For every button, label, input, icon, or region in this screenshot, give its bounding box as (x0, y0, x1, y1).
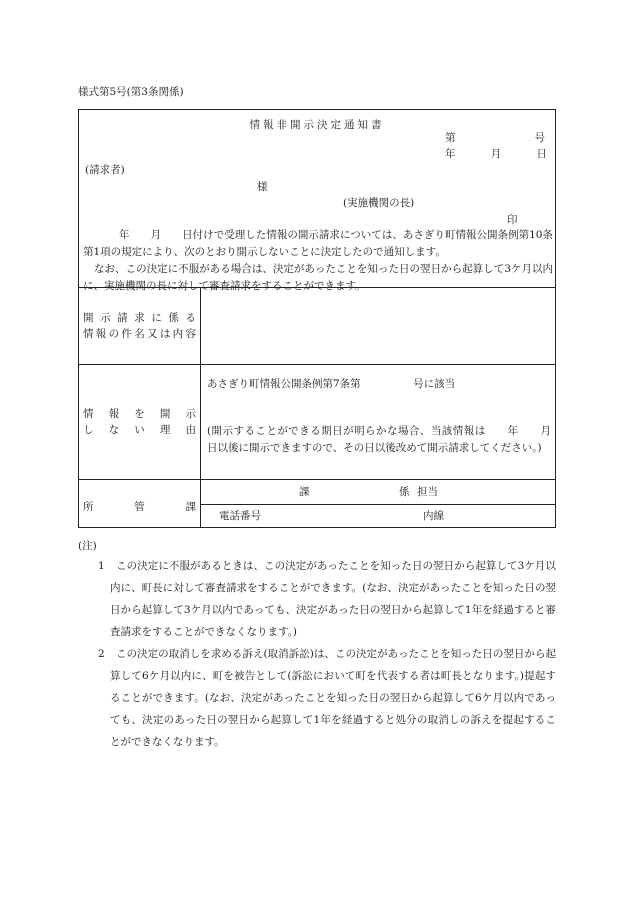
seal-mark: 印 (507, 214, 518, 226)
document-title: 情報非開示決定通知書 (249, 119, 385, 131)
notice-form (78, 109, 572, 528)
column-divider (200, 287, 201, 527)
extension-label: 内線 (423, 510, 444, 522)
subject-label-line-1: 開示請求に係る (83, 312, 196, 324)
document-number (445, 130, 545, 147)
dept-ka: 課 (299, 486, 310, 498)
date-month: 月 (490, 148, 502, 160)
divider-3 (79, 479, 555, 480)
body-paragraph-2: なお、この決定に不服がある場合は、決定があったことを知った日の翌日から起算して3ケ月以内に、実施機関の長に対して審査請求をすることができます。 (83, 263, 553, 292)
requester-label: (請求者) (85, 164, 125, 176)
note-text-2: この決定の取消しを求める訴え(取消訴訟)は、この決定があったことを知った日の翌日から起算して6ケ月以内に、町を被告として(訴訟において町を代表する者は町長となります。)提起することができます。(なお、決定があったことを知った日の翌日から起算して6ケ月以内であっても、決定のあった日の翌日から起算して1年を経過すると処分の取消しの訴えを提起することができなくなります。 (110, 648, 556, 748)
note-number-1: 1 (98, 560, 105, 572)
reason-label-line-2: しない理由 (83, 424, 196, 436)
reason-disclosure-note: (開示することができる期日が明らかな場合、当該情報は 年 月 日以後に開示できますので、その日以後改めて開示請求してください。) (207, 425, 572, 454)
date-year: 年 (445, 148, 456, 160)
number-suffix: 号 (534, 132, 545, 144)
note-text-1: この決定に不服があるときは、この決定があったことを知った日の翌日から起算して3ケ月以内に、町長に対して審査請求をすることができます。(なお、決定があったことを知った日の翌日から起算して3ケ月以内であっても、決定があった日の翌日から起算して1年を経過すると審査請求をすることができなくなります。) (110, 560, 556, 638)
notes-heading: (注) (78, 540, 97, 552)
reason-label-line-1: 情報を開示 (83, 408, 196, 420)
notice-header (79, 110, 555, 292)
body-paragraph-1: 年 月 日付けで受理した情報の開示請求については、あさぎり町情報公開条例第10条第1項の規定により、次のとおり開示しないことに決定したので通知します。 (83, 229, 553, 258)
number-prefix: 第 (445, 132, 456, 144)
dept-label: 所管課 (83, 501, 196, 513)
note-number-2: 2 (98, 648, 105, 660)
note-item-1 (90, 555, 556, 643)
form-number-label: 様式第5号(第3条関係) (78, 86, 184, 98)
subject-label-line-2: 情報の件名又は内容 (83, 328, 196, 340)
agency-head-label: (実施機関の長) (343, 197, 415, 209)
divider-1 (79, 287, 555, 288)
honorific-sama: 様 (257, 181, 268, 193)
phone-label: 電話番号 (219, 510, 261, 522)
dept-tanto: 担当 (417, 486, 438, 498)
note-item-2 (90, 643, 556, 753)
reason-clause: あさぎり町情報公開条例第7条第 号に該当 (207, 378, 456, 390)
divider-2 (79, 364, 555, 365)
notes-section (78, 538, 556, 753)
document-date (445, 146, 547, 163)
notice-body (83, 227, 553, 295)
divider-4 (200, 504, 555, 505)
dept-kakari: 係 (399, 486, 410, 498)
date-day: 日 (536, 148, 547, 160)
